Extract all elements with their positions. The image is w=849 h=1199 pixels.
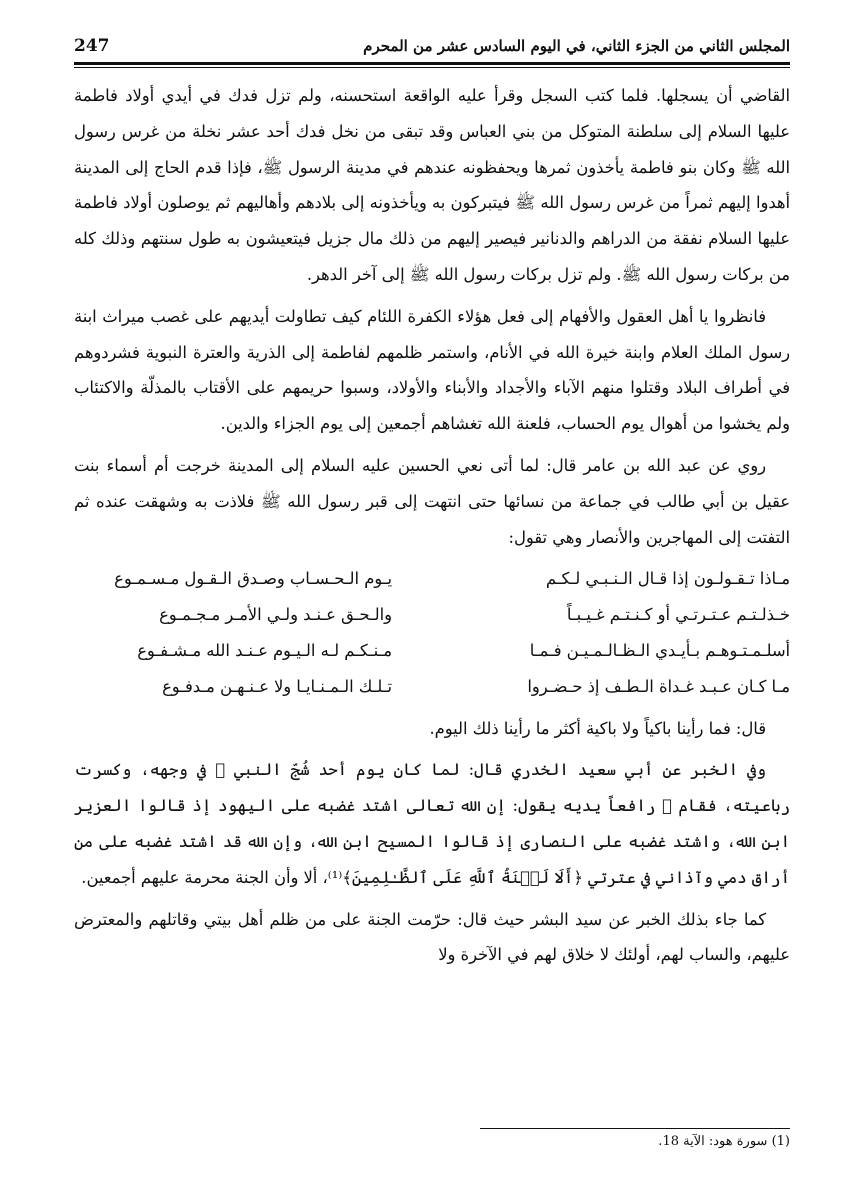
poem-verse bbox=[74, 597, 790, 633]
verse-first-hemistich: أسلـمـتـوهـم بـأيـدي الـظـالـمـيـن فـمـا bbox=[529, 640, 790, 660]
poem-verse bbox=[74, 669, 790, 705]
verse-second-hemistich: يـوم الـحـسـاب وصـدق الـقـول مـسـمـوع bbox=[114, 569, 392, 589]
verse-first-hemistich: مـا كـان عـبـد غـداة الـطـف إذ حـضـروا bbox=[527, 676, 790, 696]
header-rule-thin bbox=[74, 67, 790, 68]
paragraph: كما جاء بذلك الخبر عن سيد البشر حيث قال: حرّمت الجنة على من ظلم أهل بيتي وقاتلهم والمعترض عليهم، والساب لهم، أولئك لا خلاق لهم في الآخرة ولا bbox=[74, 909, 790, 965]
page-number: 247 bbox=[74, 36, 110, 56]
verse-second-hemistich: والـحـق عـنـد ولـي الأمـر مـجـمـوع bbox=[159, 605, 392, 625]
main-text bbox=[74, 78, 790, 979]
paragraph: القاضي أن يسجلها. فلما كتب السجل وقرأ عليه الواقعة استحسنه، ولم تزل فدك في أيدي أولاد فاطمة عليها السلام إلى سلطنة المتوكل من بني العباس وقد تبقى من نخل فدك أحد عشر نخلة من غرس رسول الله ﷺ وكان بنو فاطمة يأخذون ثمرها ويحفظونه عندهم في مدينة الرسول ﷺ، فإذا قدم الحاج إلى المدينة أهدوا إليهم ثمراً من غرس رسول الله ﷺ فيتبركون به ويأخذونه إلى بلادهم وأهاليهم ثم يوصلون أولاد فاطمة عليها السلام نفقة من الدراهم والدنانير فيصير إليهم من ذلك مال جزيل فيتعيشون به طول سنتهم وذلك كله من بركات رسول الله ﷺ. ولم تزل بركات رسول الله ﷺ إلى آخر الدهر. bbox=[74, 86, 790, 284]
paragraph: روي عن عبد الله بن عامر قال: لما أتى نعي الحسين عليه السلام إلى المدينة خرجت أم أسماء بنت عقيل بن أبي طالب في جماعة من نسائها حتى انتهت إلى قبر رسول الله ﷺ فلاذت به وشهقت عنده ثم التفتت إلى المهاجرين والأنصار وهي تقول: bbox=[74, 455, 790, 547]
verse-first-hemistich: خـذلـتـم عـتـرتـي أو كـنـتـم غـيـبـاً bbox=[566, 605, 790, 625]
poem-verse bbox=[74, 633, 790, 669]
paragraph: قال: فما رأينا باكياً ولا باكية أكثر ما رأينا ذلك اليوم. bbox=[429, 718, 766, 738]
running-header bbox=[74, 31, 790, 61]
header-rule-thick bbox=[74, 62, 790, 65]
poem-verse bbox=[74, 561, 790, 597]
footnote-rule bbox=[480, 1128, 790, 1129]
verse-second-hemistich: تـلـك الـمـنـايـا ولا عـنـهـن مـدفـوع bbox=[162, 676, 392, 696]
paragraph: فانظروا يا أهل العقول والأفهام إلى فعل هؤلاء الكفرة اللئام كيف تطاولت أيديهم على غصب ميراث ابنة رسول الملك العلام وابنة خيرة الله في الأنام، واستمر ظلمهم لفاطمة إلى الذرية والعترة النبوية فشردوهم في أطراف البلاد وقتلوا منهم الآباء والأجداد والأبناء والأولاد، وسبوا حريمهم على الأقتاب بالمذلّة والاكتئاب ولم يخشوا من أهوال يوم الحساب، فلعنة الله تغشاهم أجمعين إلى يوم الجزاء والدين. bbox=[74, 306, 790, 434]
footnote: (1) سورة هود: الآية 18. bbox=[658, 1134, 790, 1149]
paragraph: وفي الخبر عن أبي سعيد الخدري قال: لما كان يوم أحد شُجّ النبي ﷺ في وجهه، وكسرت رباعيته، فقام ﷺ رافعاً يديه يقول: إن الله تعالى اشتد غضبه على اليهود إذ قالوا العزير ابن الله، واشتد غضبه على النصارى إذ قالوا المسيح ابن الله، وإن الله قد اشتد غضبه على من أراق دمي وآذاني في عترتي ﴿أَلَا لَعۡنَةُ ٱللَّهِ عَلَى ٱلظَّـٰلِمِينَ﴾⁽¹⁾، ألا وأن الجنة محرمة عليهم أجمعين. bbox=[74, 760, 790, 887]
header-title: المجلس الثاني من الجزء الثاني، في اليوم السادس عشر من المحرم bbox=[363, 37, 790, 55]
verse-first-hemistich: مـاذا تـقـولـون إذا قـال الـنـبـي لـكـم bbox=[545, 569, 790, 589]
poem bbox=[74, 561, 790, 704]
verse-second-hemistich: مـنـكـم لـه الـيـوم عـنـد الله مـشـفـوع bbox=[137, 640, 392, 660]
